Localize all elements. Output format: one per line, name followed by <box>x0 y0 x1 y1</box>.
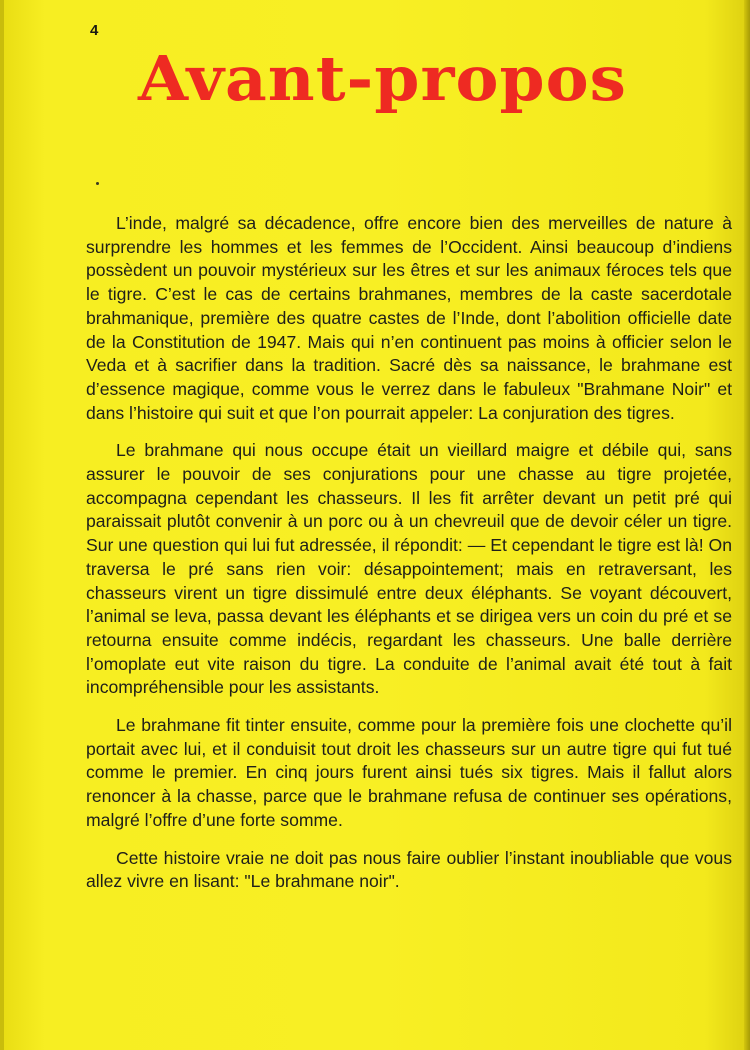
page-edge-left <box>0 0 4 1050</box>
page-number: 4 <box>90 22 99 39</box>
paragraph: Le brahmane qui nous occupe était un vieillard maigre et débile qui, sans assurer le pouvoir de ses conjurations pour une chasse au tigre projetée, accompagna cependant les chasseurs. Il les fit arrêter devant un petit pré qui paraissait plutôt convenir à un porc ou à un chevreuil que de devoir céler un tigre. Sur une question qui lui fut adressée, il répondit: — Et cependant le tigre est là! On traversa le pré sans rien voir: désappointement; mais en retraversant, les chasseurs virent un tigre dissimulé entre deux éléphants. Se voyant découvert, l’animal se leva, passa devant les éléphants et se dirigea vers un coin du pré et se retourna ensuite comme indécis, regardant les chasseurs. Une balle derrière l’omoplate eut vite raison du tigre. La conduite de l’animal avait été tout à fait incompréhensible pour les assistants. <box>86 440 732 698</box>
page-title: Avant-propos <box>138 42 628 115</box>
paragraph: Cette histoire vraie ne doit pas nous faire oublier l’instant inoubliable que vous allez vivre en lisant: "Le brahmane noir". <box>86 847 732 892</box>
page-edge-right <box>744 0 750 1050</box>
paragraph: Le brahmane fit tinter ensuite, comme pour la première fois une clochette qu’il portait avec lui, et il conduisit tout droit les chasseurs sur un autre tigre qui fut tué comme le premier. En cinq jours furent ainsi tués six tigres. Mais il fallut alors renoncer à la chasse, parce que le brahmane refusa de continuer ses opérations, malgré l’offre d’une forte somme. <box>86 715 732 830</box>
paragraph: L’inde, malgré sa décadence, offre encore bien des merveilles de nature à surprendre les hommes et les femmes de l’Occident. Ainsi beaucoup d’indiens possèdent un pouvoir mystérieux sur les êtres et sur les animaux féroces tels que le tigre. C’est le cas de certains brahmanes, membres de la caste sacerdotale brahmanique, première des quatre castes de l’Inde, dont l’abolition officielle date de la Constitution de 1947. Mais qui n’en continuent pas moins à officier selon le Veda et à sacrifier dans la tradition. Sacré dès sa naissance, le brahmane est d’essence magique, comme vous le verrez dans le fabuleux "Brahmane Noir" et dans l’histoire qui suit et que l’on pourrait appeler: La conjuration des tigres. <box>86 213 732 423</box>
print-speck <box>96 182 99 185</box>
body-text <box>86 212 732 908</box>
